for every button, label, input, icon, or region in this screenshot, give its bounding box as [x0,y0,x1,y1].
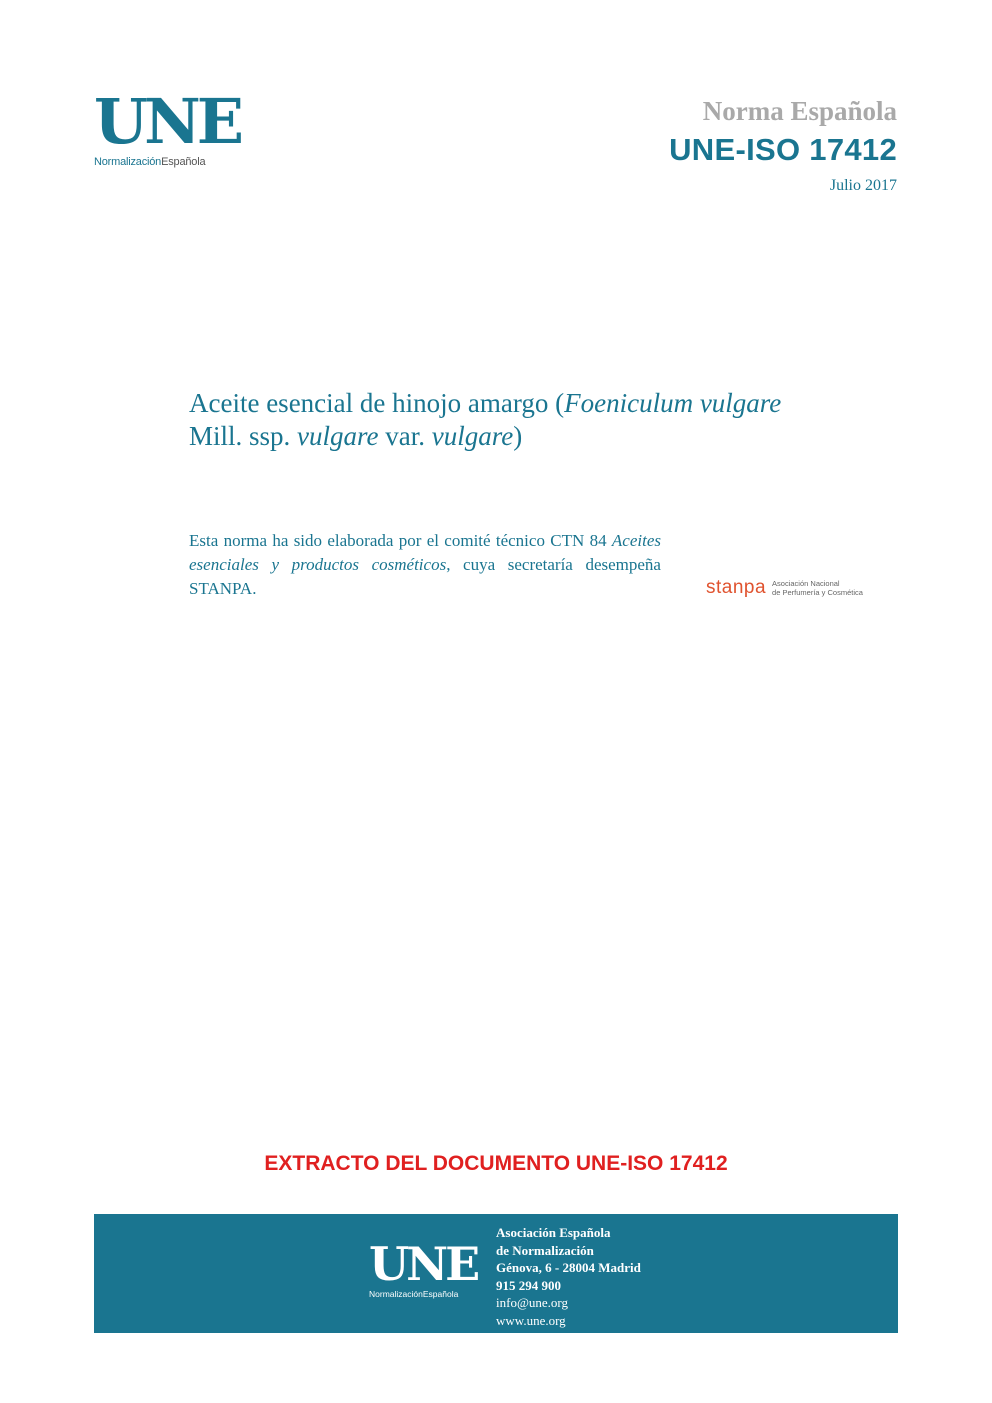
footer-logo-tag-part1: Normalización [369,1289,423,1299]
norma-label: Norma Española [702,96,897,126]
title-italic2: vulgare [297,421,379,451]
publication-date: Julio 2017 [829,177,897,194]
title-part2: Mill. ssp. [189,421,298,451]
footer-band [94,1214,898,1333]
committee-name: Aceites esenciales y productos cosméticos [189,531,661,574]
footer-org-line2: de Normalización [496,1242,594,1258]
stanpa-desc-line1: Asociación Nacional [772,579,840,588]
standard-code: UNE-ISO 17412 [669,132,897,167]
une-logo-tag-part1: Normalización [94,156,162,168]
footer-org-line1: Asociación Española [496,1225,611,1240]
committee-statement [189,529,661,601]
document-title [189,387,899,453]
title-italic1: Foeniculum vulgare [564,388,782,418]
footer-address: Génova, 6 - 28004 Madrid [496,1260,641,1275]
footer-phone: 915 294 900 [496,1277,561,1293]
stanpa-description [772,579,863,597]
une-logo [94,85,244,172]
extract-notice: EXTRACTO DEL DOCUMENTO UNE-ISO 17412 [264,1152,728,1175]
title-italic3: vulgare [431,421,514,451]
footer-une-logo [369,1237,478,1299]
footer-logo-tag-part2: Española [422,1289,459,1299]
committee-text1: Esta norma ha sido elaborada por el comité técnico CTN 84 [189,531,612,550]
une-logo-tag-part2: Española [161,156,206,168]
stanpa-desc-line2: de Perfumería y Cosmética [772,588,863,597]
footer-web-link[interactable]: www.une.org [496,1312,566,1328]
title-part1: Aceite esencial de hinojo amargo ( [189,388,565,418]
committee-text2: , cuya secretaría desempeña STANPA. [189,555,661,598]
title-part4: ) [513,421,523,451]
footer-email-link[interactable]: info@une.org [496,1295,569,1310]
footer-contact [496,1224,641,1329]
une-logo-letters: UNE [94,85,240,158]
title-part3: var. [378,421,432,451]
footer-logo-letters: UNE [369,1237,478,1291]
stanpa-logo [706,575,863,601]
stanpa-wordmark: stanpa [706,577,767,598]
